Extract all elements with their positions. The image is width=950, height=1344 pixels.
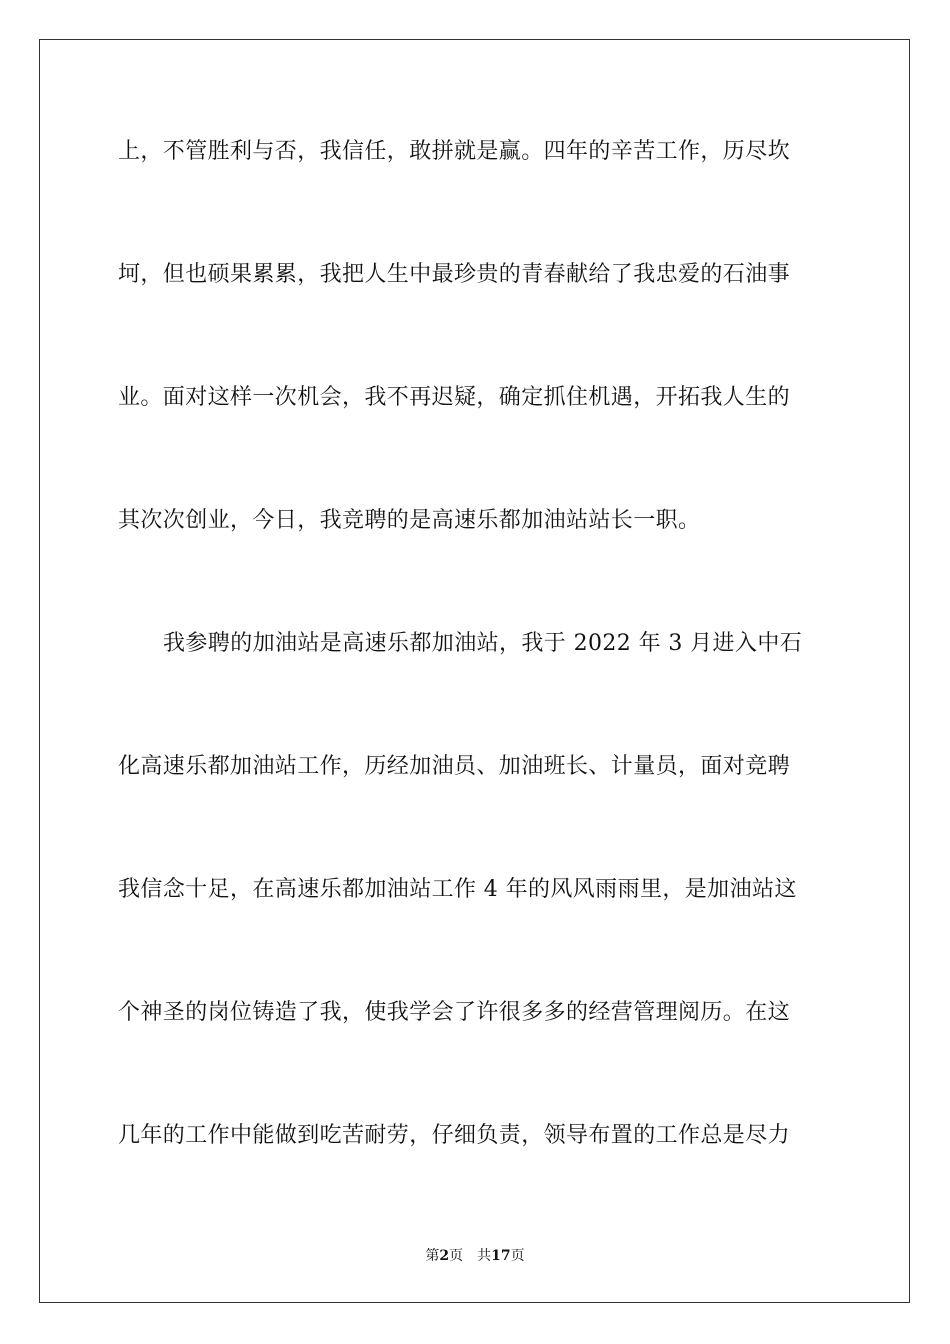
page-number: 2 [439, 1248, 450, 1264]
text-line: 业。面对这样一次机会，我不再迟疑，确定抓住机遇，开拓我人生的 [118, 385, 791, 410]
page-footer [0, 1247, 950, 1265]
page-prefix: 第 [425, 1248, 440, 1264]
page-border [39, 39, 910, 1303]
text-line: 我信念十足，在高速乐都加油站工作 4 年的风风雨雨里，是加油站这 [118, 877, 797, 902]
total-suffix: 页 [510, 1248, 525, 1264]
total-pages: 17 [491, 1248, 511, 1264]
total-prefix: 共 [477, 1248, 492, 1264]
page-suffix: 页 [449, 1248, 464, 1264]
text-line: 几年的工作中能做到吃苦耐劳，仔细负责，领导布置的工作总是尽力 [118, 1123, 791, 1148]
text-line: 化高速乐都加油站工作，历经加油员、加油班长、计量员，面对竞聘 [118, 754, 791, 779]
text-line: 上，不管胜利与否，我信任，敢拼就是赢。四年的辛苦工作，历尽坎 [118, 139, 791, 164]
paragraph-first-line: 我参聘的加油站是高速乐都加油站，我于 2022 年 3 月进入中石 [163, 631, 803, 656]
text-line: 个神圣的岗位铸造了我，使我学会了许很多多的经营管理阅历。在这 [118, 1000, 791, 1025]
text-line: 坷，但也硕果累累，我把人生中最珍贵的青春献给了我忠爱的石油事 [118, 262, 791, 287]
text-line: 其次次创业，今日，我竞聘的是高速乐都加油站站长一职。 [118, 508, 701, 533]
